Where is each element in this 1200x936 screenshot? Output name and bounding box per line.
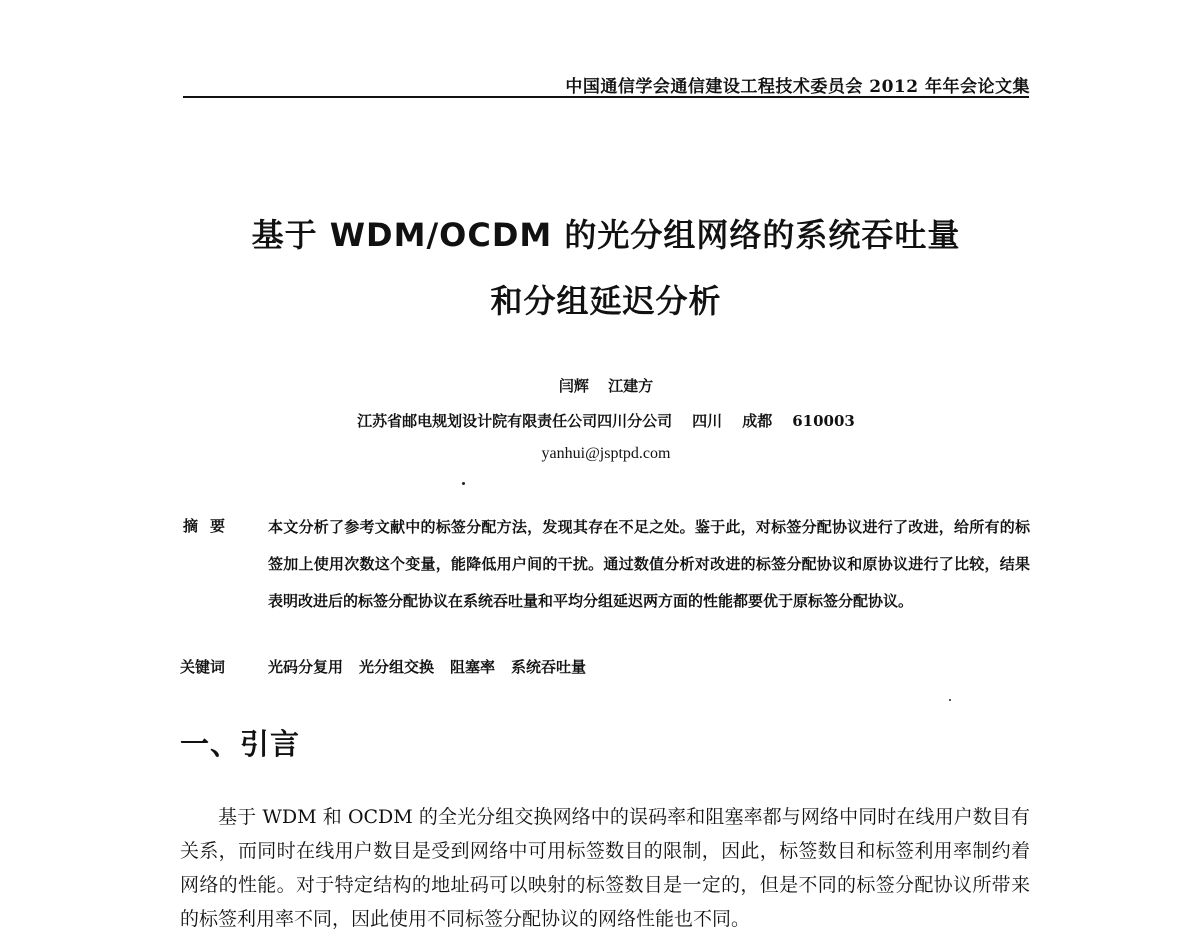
abstract-label: 摘要 bbox=[183, 517, 238, 535]
running-header: 中国通信学会通信建设工程技术委员会 2012 年年会论文集 bbox=[565, 77, 1030, 97]
keyword: 阻塞率 bbox=[450, 658, 496, 676]
keyword: 系统吞吐量 bbox=[511, 658, 587, 676]
affiliation-postcode: 610003 bbox=[792, 412, 855, 430]
affiliation-city: 成都 bbox=[742, 412, 773, 430]
scan-speck bbox=[949, 699, 951, 701]
affiliation-province: 四川 bbox=[692, 412, 723, 430]
section-heading-introduction: 一、引言 bbox=[180, 727, 301, 761]
affiliation bbox=[183, 410, 1029, 431]
keywords-list bbox=[268, 656, 602, 677]
keywords-label: 关键词 bbox=[180, 658, 226, 676]
keyword: 光码分复用 bbox=[268, 658, 344, 676]
keyword: 光分组交换 bbox=[359, 658, 435, 676]
header-rule bbox=[183, 96, 1029, 98]
author-email: yanhui@jsptpd.com bbox=[541, 445, 671, 462]
abstract-text: 本文分析了参考文献中的标签分配方法，发现其存在不足之处。鉴于此，对标签分配协议进行了改进，给所有的标签加上使用次数这个变量，能降低用户间的干扰。通过数值分析对改进的标签分配协议和原协议进行了比较，结果表明改进后的标签分配协议在系统吞吐量和平均分组延迟两方面的性能都要优于原标签分配协议。 bbox=[268, 518, 1030, 610]
scan-speck bbox=[462, 482, 465, 485]
intro-paragraph: 基于 WDM 和 OCDM 的全光分组交换网络中的误码率和阻塞率都与网络中同时在线用户数目有关系，而同时在线用户数目是受到网络中可用标签数目的限制，因此，标签数目和标签利用率制约着网络的性能。对于特定结构的地址码可以映射的标签数目是一定的，但是不同的标签分配协议所带来的标签利用率不同，因此使用不同标签分配协议的网络性能也不同。 bbox=[180, 806, 1030, 930]
affiliation-institution: 江苏省邮电规划设计院有限责任公司四川分公司 bbox=[357, 412, 673, 430]
paper-title-line1: 基于 WDM/OCDM 的光分组网络的系统吞吐量 bbox=[251, 216, 961, 254]
authors: 闫辉 江建方 bbox=[558, 377, 654, 395]
paper-title-line2: 和分组延迟分析 bbox=[490, 282, 722, 320]
